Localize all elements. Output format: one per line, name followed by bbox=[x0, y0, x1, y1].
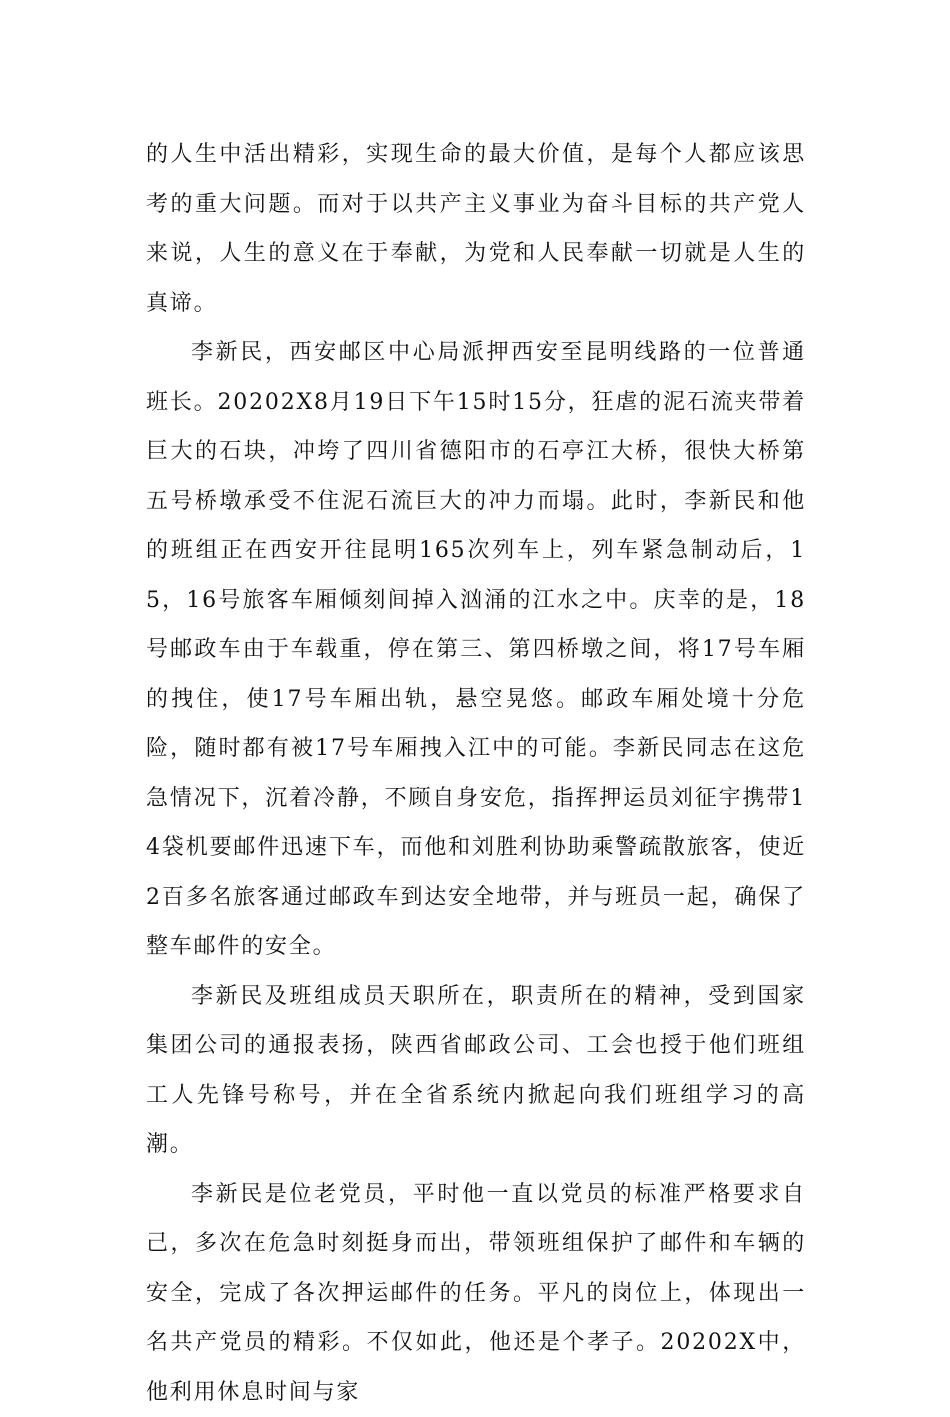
document-body bbox=[146, 130, 806, 1417]
paragraph-continuation: 的人生中活出精彩，实现生命的最大价值，是每个人都应该思考的重大问题。而对于以共产主义事业为奋斗目标的共产党人来说，人生的意义在于奉献，为党和人民奉献一切就是人生的真谛。 bbox=[146, 130, 806, 328]
paragraph-li-xinmin-intro: 李新民，西安邮区中心局派押西安至昆明线路的一位普通班长。20202X8月19日下午15时15分，狂虐的泥石流夹带着巨大的石块，冲垮了四川省德阳市的石亭江大桥，很快大桥第五号桥墩承受不住泥石流巨大的冲力而塌。此时，李新民和他的班组正在西安开往昆明165次列车上，列车紧急制动后，15，16号旅客车厢倾刻间掉入汹涌的江水之中。庆幸的是，18号邮政车由于车载重，停在第三、第四桥墩之间，将17号车厢的拽住，使17号车厢出轨，悬空晃悠。邮政车厢处境十分危险，随时都有被17号车厢拽入江中的可能。李新民同志在这危急情况下，沉着冷静，不顾自身安危，指挥押运员刘征宇携带14袋机要邮件迅速下车，而他和刘胜利协助乘警疏散旅客，使近2百多名旅客通过邮政车到达安全地带，并与班员一起，确保了整车邮件的安全。 bbox=[146, 328, 806, 972]
paragraph-commendation: 李新民及班组成员天职所在，职责所在的精神，受到国家集团公司的通报表扬，陕西省邮政公司、工会也授于他们班组工人先锋号称号，并在全省系统内掀起向我们班组学习的高潮。 bbox=[146, 972, 806, 1170]
paragraph-party-member: 李新民是位老党员，平时他一直以党员的标准严格要求自己，多次在危急时刻挺身而出，带领班组保护了邮件和车辆的安全，完成了各次押运邮件的任务。平凡的岗位上，体现出一名共产党员的精彩。不仅如此，他还是个孝子。20202X中，他利用休息时间与家 bbox=[146, 1170, 806, 1417]
